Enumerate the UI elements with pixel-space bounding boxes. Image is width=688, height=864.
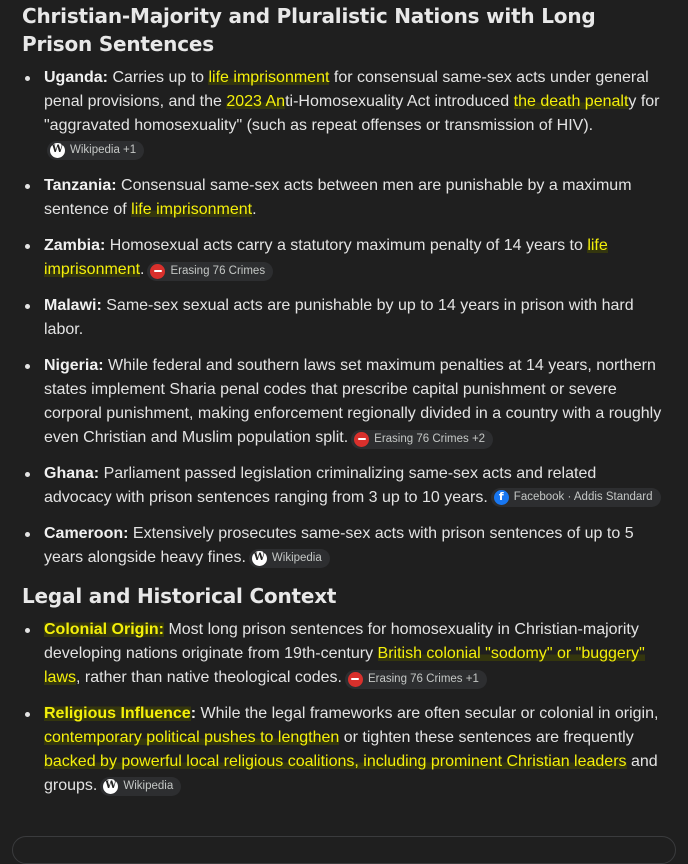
nations-list (22, 66, 666, 570)
item-text: for consensual same-sex acts under general penal provisions, and the (44, 69, 649, 110)
highlight-text: contemporary political pushes to lengthen (44, 729, 340, 746)
source-chip[interactable] (249, 549, 330, 568)
section-heading-nations: Christian-Majority and Pluralistic Nations with Long Prison Sentences (22, 4, 596, 56)
item-text: Extensively prosecutes same-sex acts with prison sentences of up to 5 years alongside heavy fines. (44, 525, 634, 566)
highlight-text: backed by powerful local religious coalitions, including prominent Christian leaders (44, 753, 627, 770)
source-chip[interactable] (147, 262, 273, 281)
list-item-zambia (22, 234, 666, 282)
wikipedia-icon: W (252, 551, 267, 566)
item-text: , rather than native theological codes. (76, 669, 342, 686)
source-label: Wikipedia +1 (70, 144, 137, 156)
erasing-76-crimes-icon (354, 432, 369, 447)
country-label: Zambia: (44, 237, 106, 254)
item-text: Most long prison sentences for homosexuality in Christian-majority developing nations originate from 19th-century (44, 621, 639, 662)
source-chip[interactable] (345, 670, 487, 689)
item-text: Parliament passed legislation criminalizing same-sex acts and related advocacy with prison sentences ranging from 3 up to 10 years. (44, 465, 597, 506)
item-text: While federal and southern laws set maximum penalties at 14 years, northern states implement Sharia penal codes that prescribe capital punishment or severe corporal punishment, making enforcement regionally divided in a country with a roughly even Christian and Muslim population split. (44, 357, 662, 446)
highlight-text: the death penalt (513, 93, 629, 110)
country-label: Ghana: (44, 465, 100, 482)
context-list (22, 618, 666, 798)
source-label: Wikipedia (271, 552, 322, 564)
ai-overview-content (0, 2, 688, 798)
source-chip[interactable] (47, 141, 144, 160)
list-item-ghana (22, 462, 666, 510)
section-heading-context: Legal and Historical Context (22, 584, 337, 608)
country-label: Uganda: (44, 69, 108, 86)
facebook-icon: f (494, 490, 509, 505)
item-text: Homosexual acts carry a statutory maximum penalty of 14 years to (105, 237, 588, 254)
list-item-cameroon (22, 522, 666, 570)
source-chip[interactable] (351, 430, 493, 449)
item-text: ti-Homosexuality Act introduced (285, 93, 514, 110)
country-label: Malawi: (44, 297, 102, 314)
highlight-text: life imprisonment (208, 69, 330, 86)
country-label: Cameroon: (44, 525, 129, 542)
source-label: Wikipedia (123, 780, 174, 792)
follow-up-input-edge[interactable] (12, 836, 676, 864)
item-label-colon: : (190, 705, 197, 722)
source-label: Facebook · Addis Standard (513, 491, 653, 503)
item-label: Colonial Origin: (44, 621, 164, 638)
highlight-text: British colonial "sodomy" or "buggery" laws (44, 645, 645, 686)
list-item-uganda (22, 66, 666, 162)
item-text: . (140, 261, 145, 278)
erasing-76-crimes-icon (348, 672, 363, 687)
item-text: Same-sex sexual acts are punishable by up to 14 years in prison with hard labor. (44, 297, 634, 338)
list-item-religious-influence (22, 702, 666, 798)
source-label: Erasing 76 Crimes +2 (374, 433, 486, 445)
wikipedia-icon: W (50, 143, 65, 158)
country-label: Nigeria: (44, 357, 104, 374)
item-text: Consensual same-sex acts between men are punishable by a maximum sentence of (44, 177, 632, 218)
source-label: Erasing 76 Crimes (170, 265, 266, 277)
erasing-76-crimes-icon (150, 264, 165, 279)
item-label: Religious Influence (44, 705, 191, 722)
highlight-text: 2023 An (226, 93, 286, 110)
source-chip[interactable] (491, 488, 661, 507)
source-chip[interactable] (100, 777, 181, 796)
item-text: . (252, 201, 257, 218)
item-text: While the legal frameworks are often secular or colonial in origin, (196, 705, 659, 722)
highlight-text: life imprisonment (131, 201, 253, 218)
country-label: Tanzania: (44, 177, 117, 194)
list-item-nigeria (22, 354, 666, 450)
wikipedia-icon: W (103, 779, 118, 794)
list-item-colonial-origin (22, 618, 666, 690)
source-label: Erasing 76 Crimes +1 (367, 673, 479, 685)
item-text: or tighten these sentences are frequently (339, 729, 634, 746)
item-text: and groups. (44, 753, 658, 794)
highlight-text: life imprisonment (44, 237, 608, 278)
list-item-malawi (22, 294, 666, 342)
item-text: y for "aggravated homosexuality" (such as repeat offenses or transmission of HIV). (44, 93, 660, 134)
list-item-tanzania (22, 174, 666, 222)
item-text: Carries up to (108, 69, 209, 86)
